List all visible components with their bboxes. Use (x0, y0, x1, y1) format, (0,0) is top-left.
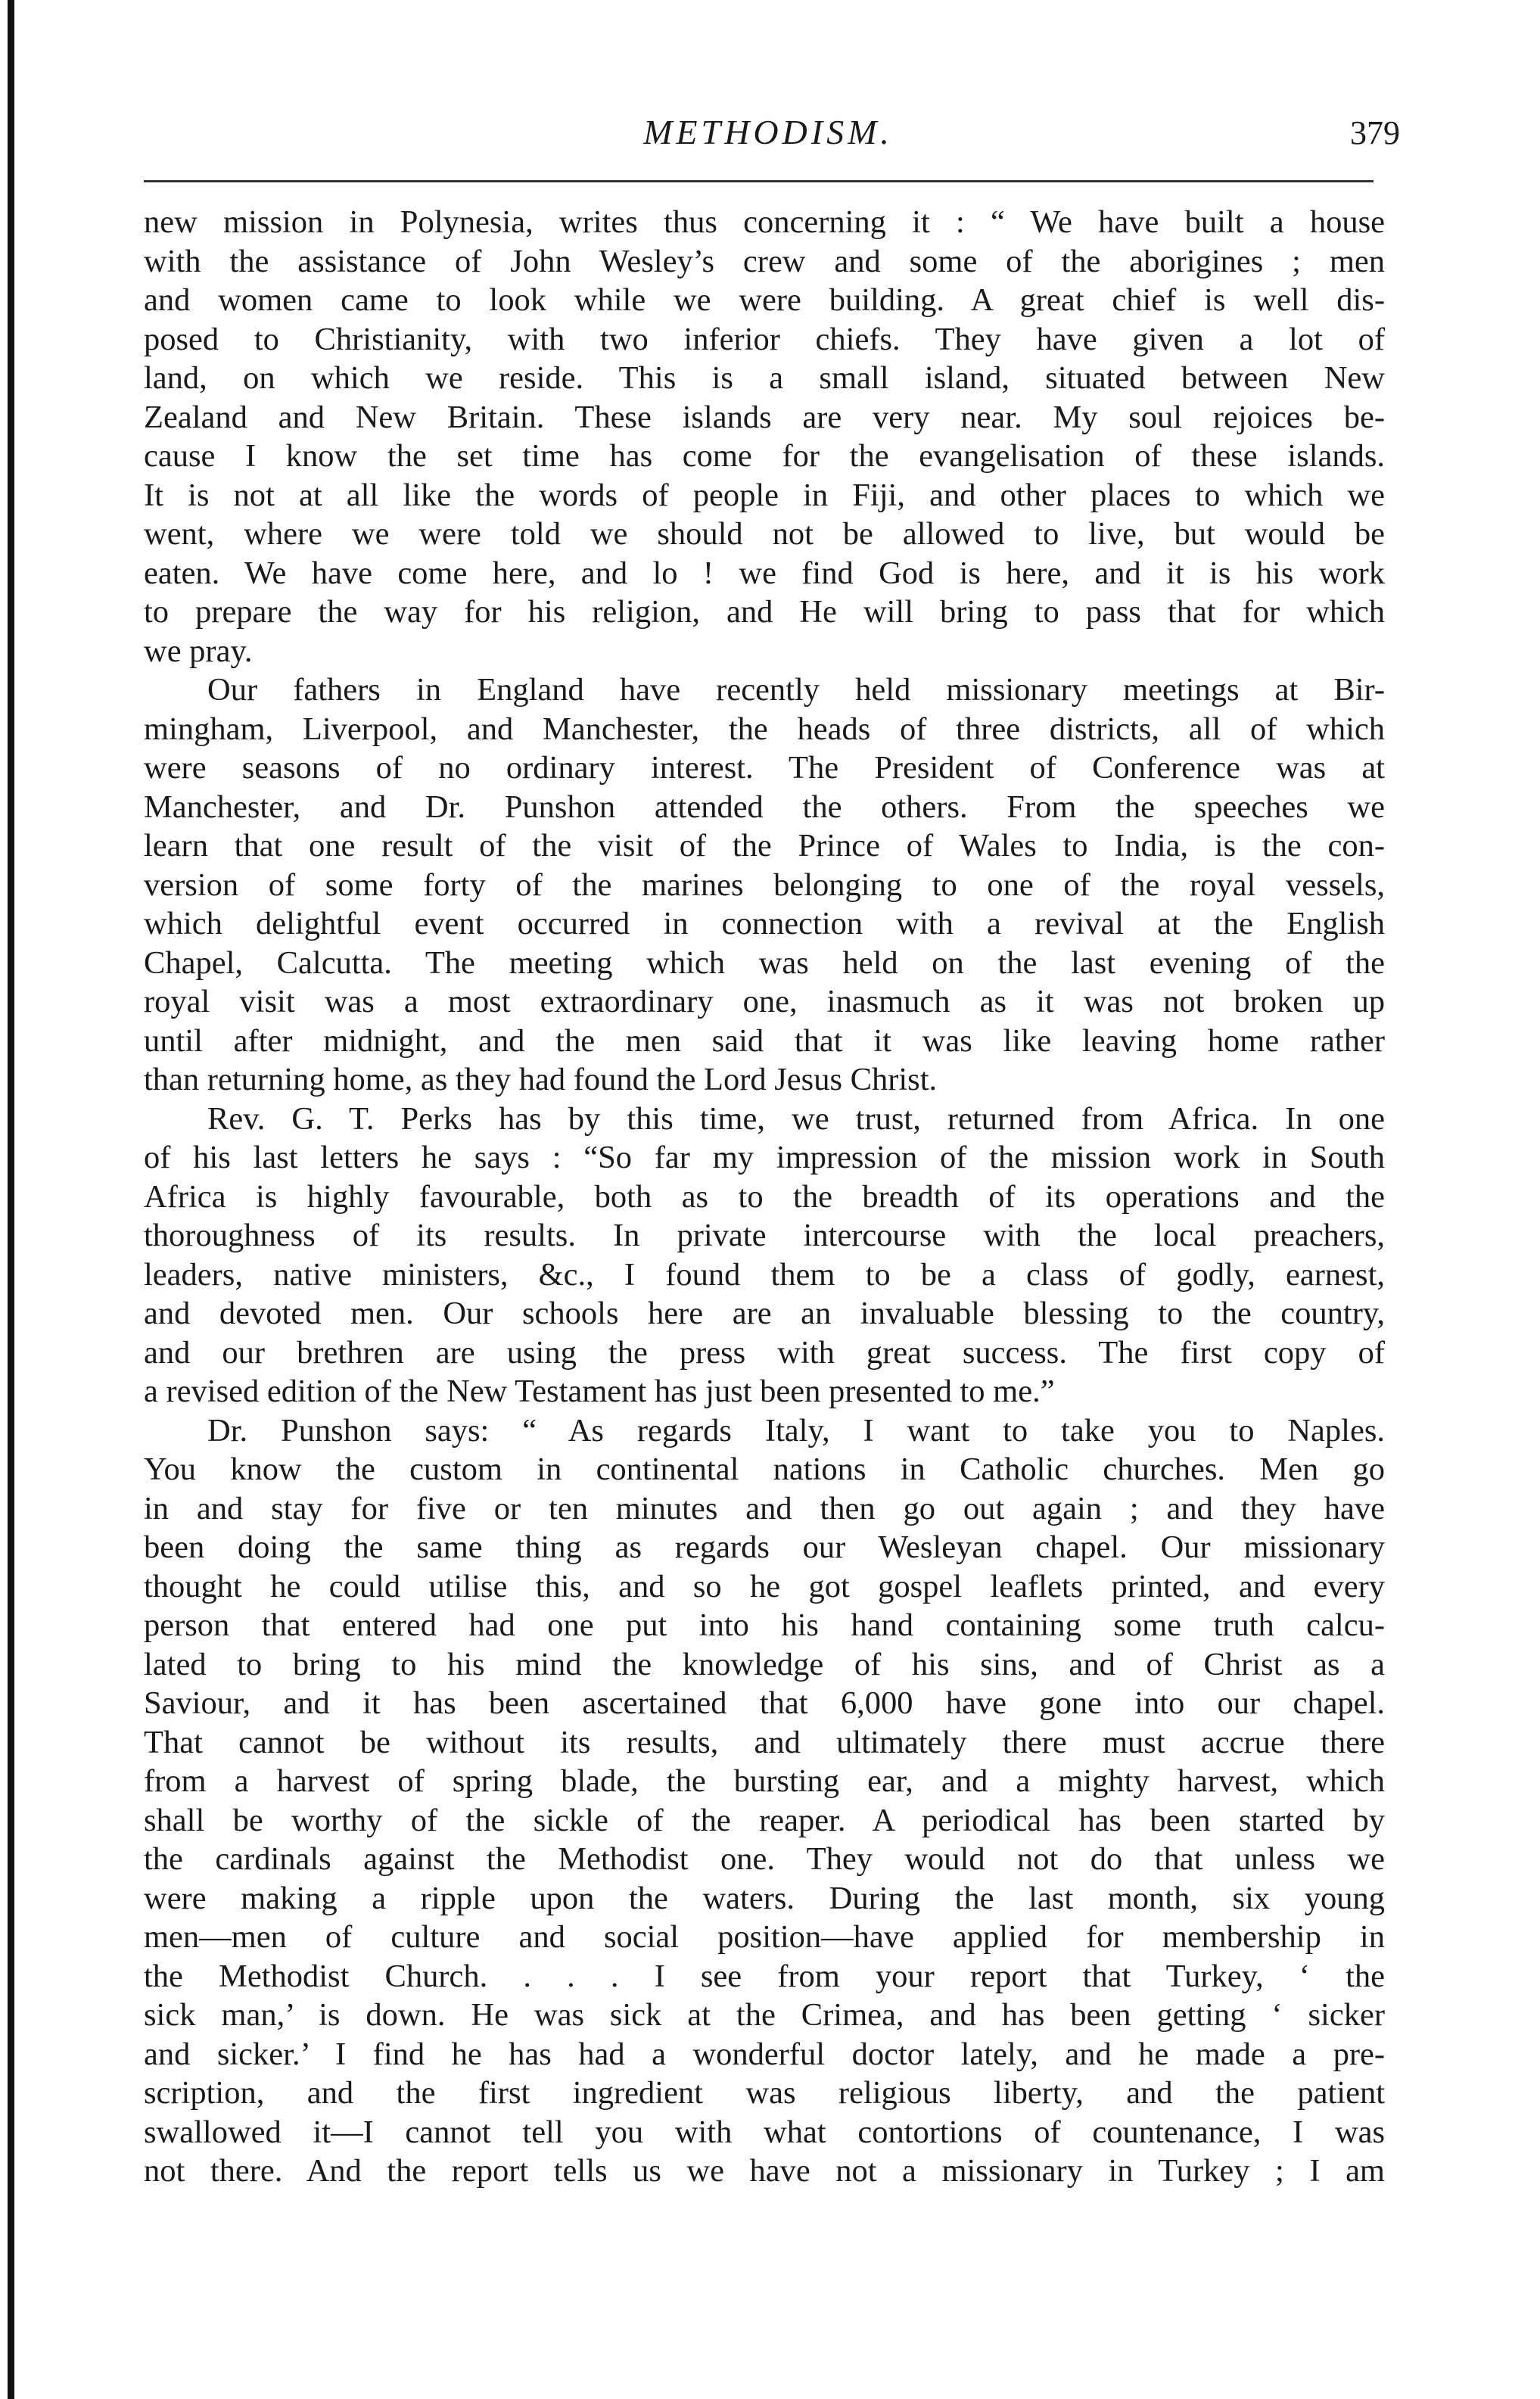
header-rule (144, 180, 1374, 182)
text-line: been doing the same thing as regards our Wesleyan chapel. Our missionary (144, 1529, 1385, 1565)
text-line: and women came to look while we were building. A great chief is well dis- (144, 282, 1385, 318)
text-line: learn that one result of the visit of the Prince of Wales to India, is the con- (144, 828, 1385, 863)
text-line: and our brethren are using the press with great success. The first copy of (144, 1334, 1385, 1371)
page-binding-edge (8, 0, 14, 2399)
text-line: of his last letters he says : “So far my impression of the mission work in South (144, 1140, 1385, 1175)
text-line: person that entered had one put into his hand containing some truth calcu- (144, 1607, 1385, 1643)
text-line: That cannot be without its results, and ultimately there must accrue there (144, 1724, 1385, 1760)
text-line: were seasons of no ordinary interest. The President of Conference was at (144, 750, 1385, 786)
text-line: which delightful event occurred in connection with a revival at the English (144, 906, 1385, 941)
text-line: and devoted men. Our schools here are an invaluable blessing to the country, (144, 1296, 1385, 1331)
text-line: were making a ripple upon the waters. During the last month, six young (144, 1880, 1385, 1916)
body-text (144, 203, 1385, 2191)
text-line: a revised edition of the New Testament has just been presented to me.” (144, 1374, 1055, 1409)
text-line: eaten. We have come here, and lo ! we find God is here, and it is his work (144, 555, 1385, 591)
text-line: sick man,’ is down. He was sick at the Crimea, and has been getting ‘ sicker (144, 1997, 1385, 2033)
text-line: royal visit was a most extraordinary one, inasmuch as it was not broken up (144, 984, 1385, 1019)
text-line: shall be worthy of the sickle of the reaper. A periodical has been started by (144, 1802, 1385, 1838)
text-line: swallowed it—I cannot tell you with what contortions of countenance, I was (144, 2114, 1385, 2150)
text-line: thought he could utilise this, and so he got gospel leaflets printed, and every (144, 1568, 1385, 1604)
text-line: in and stay for five or ten minutes and then go out again ; and they have (144, 1490, 1385, 1526)
text-line: than returning home, as they had found the Lord Jesus Christ. (144, 1062, 938, 1097)
text-line: went, where we were told we should not be allowed to live, but would be (144, 516, 1385, 552)
text-line: Dr. Punshon says: “ As regards Italy, I want to take you to Naples. (207, 1412, 1385, 1448)
text-line: lated to bring to his mind the knowledge of his sins, and of Christ as a (144, 1646, 1385, 1682)
text-line: the cardinals against the Methodist one. They would not do that unless we (144, 1841, 1385, 1877)
text-line: new mission in Polynesia, writes thus concerning it : “ We have built a house (144, 204, 1385, 240)
text-line: Our fathers in England have recently held missionary meetings at Bir- (207, 672, 1385, 708)
text-line: You know the custom in continental nations in Catholic churches. Men go (144, 1452, 1385, 1487)
text-line: Saviour, and it has been ascertained that 6,000 have gone into our chapel. (144, 1685, 1385, 1721)
text-line: and sicker.’ I find he has had a wonderful doctor lately, and he made a pre- (144, 2036, 1385, 2072)
text-line: scription, and the first ingredient was religious liberty, and the patient (144, 2075, 1385, 2111)
text-line: leaders, native ministers, &c., I found them to be a class of godly, earnest, (144, 1256, 1385, 1293)
text-line: not there. And the report tells us we have not a missionary in Turkey ; I am (144, 2153, 1385, 2189)
text-line: Zealand and New Britain. These islands are very near. My soul rejoices be- (144, 399, 1385, 435)
page-header (144, 106, 1400, 166)
text-line: cause I know the set time has come for the evangelisation of these islands. (144, 438, 1385, 474)
text-line: posed to Christianity, with two inferior chiefs. They have given a lot of (144, 321, 1385, 357)
text-line: Manchester, and Dr. Punshon attended the others. From the speeches we (144, 789, 1385, 825)
text-line: It is not at all like the words of people in Fiji, and other places to which we (144, 477, 1385, 513)
text-line: until after midnight, and the men said that it was like leaving home rather (144, 1022, 1385, 1059)
text-line: Africa is highly favourable, both as to the breadth of its operations and the (144, 1178, 1385, 1215)
text-line: with the assistance of John Wesley’s crew and some of the aborigines ; men (144, 243, 1385, 279)
text-line: thoroughness of its results. In private intercourse with the local preachers, (144, 1218, 1385, 1253)
text-line: the Methodist Church. . . . I see from your report that Turkey, ‘ the (144, 1958, 1385, 1994)
text-line: land, on which we reside. This is a small island, situated between New (144, 360, 1385, 396)
text-line: Chapel, Calcutta. The meeting which was held on the last evening of the (144, 944, 1385, 981)
page-number: 379 (1350, 114, 1400, 151)
text-line: from a harvest of spring blade, the bursting ear, and a mighty harvest, which (144, 1763, 1385, 1799)
text-line: mingham, Liverpool, and Manchester, the heads of three districts, all of which (144, 711, 1385, 747)
text-line: Rev. G. T. Perks has by this time, we trust, returned from Africa. In one (207, 1100, 1385, 1137)
text-line: we pray. (144, 633, 253, 669)
text-line: men—men of culture and social position—have applied for membership in (144, 1919, 1385, 1955)
running-title: METHODISM. (643, 113, 893, 151)
text-line: to prepare the way for his religion, and He will bring to pass that for which (144, 594, 1385, 630)
text-line: version of some forty of the marines belonging to one of the royal vessels, (144, 867, 1385, 903)
